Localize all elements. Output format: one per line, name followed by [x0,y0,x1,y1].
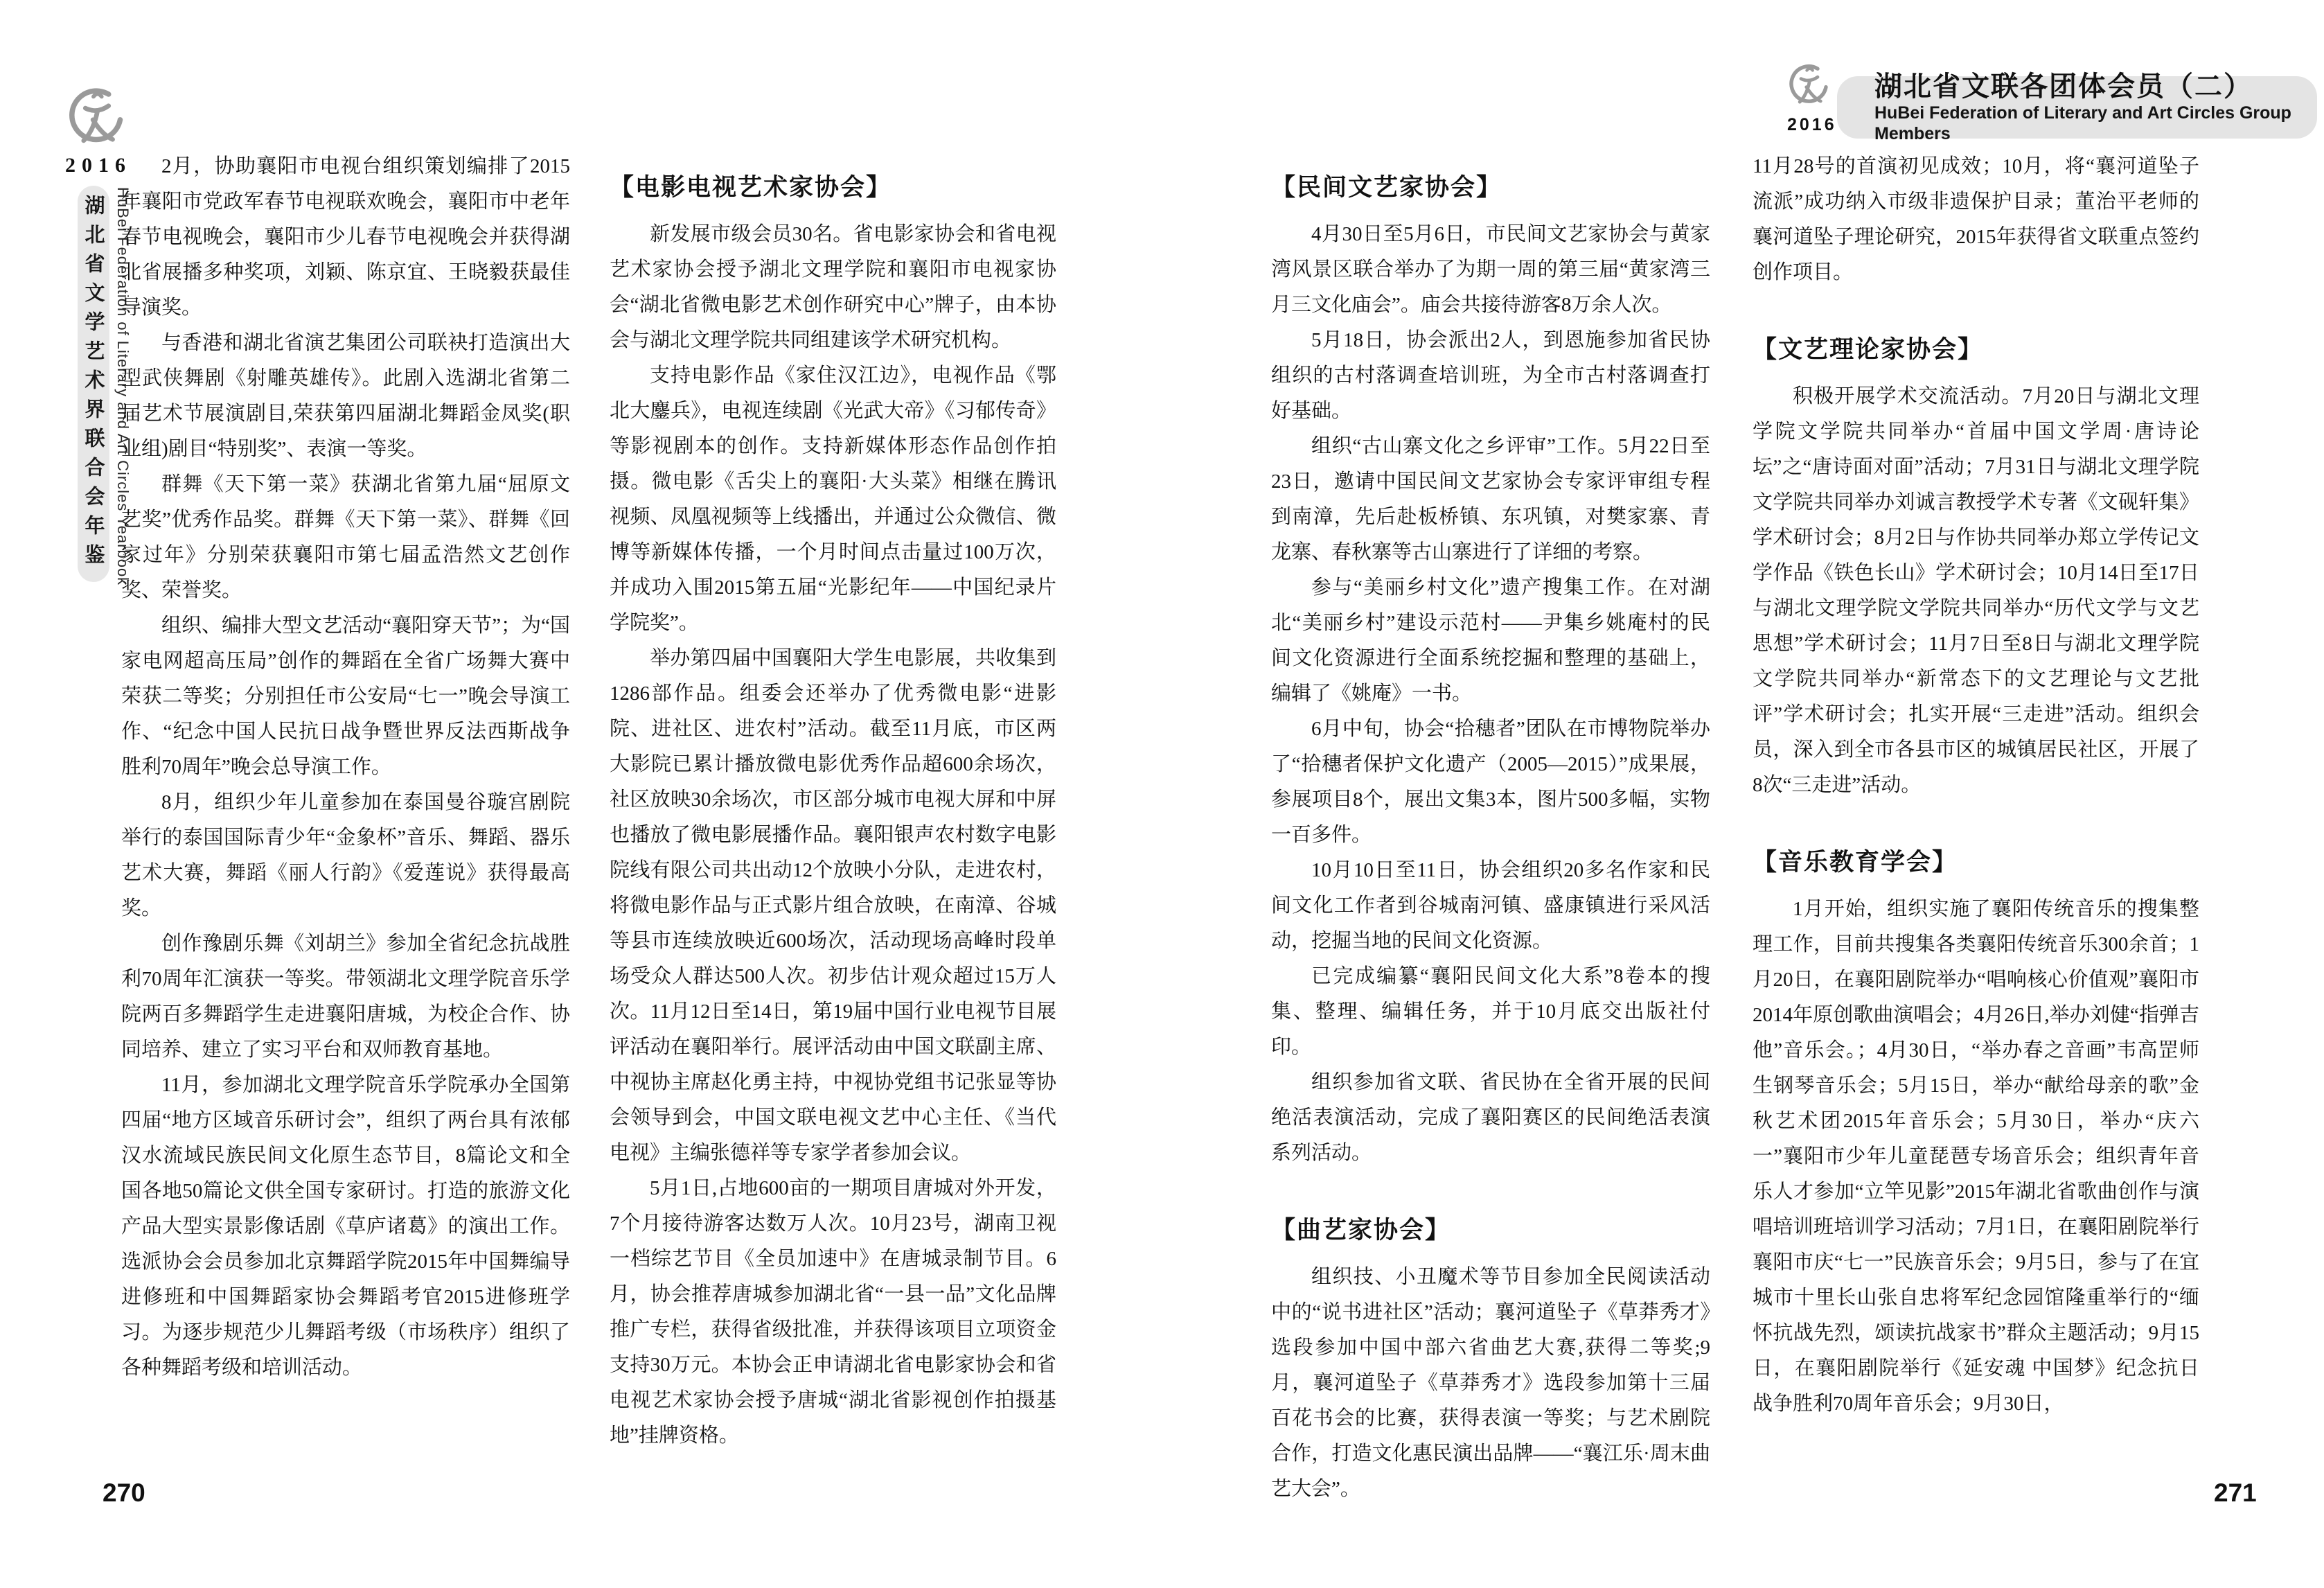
section-heading-film-tv-artists: 【电影电视艺术家协会】 [610,174,892,201]
chapter-title: 湖北省文联各团体会员（二） [1874,71,2253,102]
paragraph: 10月10日至11日，协会组织20多名作家和民间文化工作者到谷城南河镇、盛康镇进行采风活动，挖掘当地的民间文化资源。 [1271,859,1710,952]
paragraph: 5月1日,占地600亩的一期项目唐城对外开发，7个月接待游客达数万人次。10月23号，湖南卫视一档综艺节目《全员加速中》在唐城录制节目。6月，协会推荐唐城参加湖北省“一县一品”文化品牌推广专栏，获得省级批准，并获得该项目立项资金支持30万元。本协会正申请湖北省电影家协会和省电视艺术家协会授予唐城“湖北省影视创作拍摄基地”挂牌资格。 [610,1177,1056,1447]
chapter-header [1837,71,2317,143]
right-page-column-2 [1753,149,2199,1422]
section-heading-folk-artists: 【民间文艺家协会】 [1271,174,1502,201]
section-heading-quyi-artists: 【曲艺家协会】 [1271,1217,1451,1244]
paragraph: 与香港和湖北省演艺集团公司联袂打造演出大型武侠舞剧《射雕英雄传》。此剧入选湖北省第二届艺术节展演剧目,荣获第四届湖北舞蹈金凤奖(职业组)剧目“特别奖”、表演一等奖。 [121,332,570,460]
paragraph: 已完成编纂“襄阳民间文化大系”8卷本的搜集、整理、编辑任务，并于10月底交出版社付印。 [1271,965,1710,1058]
paragraph: 6月中旬，协会“拾穗者”团队在市博物院举办了“拾穗者保护文化遗产（2005—2015）”成果展，参展项目8个，展出文集3本，图片500多幅，实物一百多件。 [1271,718,1710,846]
paragraph: 群舞《天下第一菜》获湖北省第九届“屈原文艺奖”优秀作品奖。群舞《天下第一菜》、群舞《回家过年》分别荣获襄阳市第七届孟浩然文艺创作奖、荣誉奖。 [121,473,570,601]
paragraph: 参与“美丽乡村文化”遗产搜集工作。在对湖北“美丽乡村”建设示范村——尹集乡姚庵村的民间文化资源进行全面系统挖掘和整理的基础上，编辑了《姚庵》一书。 [1271,576,1710,705]
left-page-column-2 [610,149,1056,1454]
paragraph-continuation: 11月28号的首演初见成效；10月，将“襄河道坠子流派”成功纳入市级非遗保护目录；董治平老师的襄河道坠子理论研究，2015年获得省文联重点签约创作项目。 [1753,155,2199,283]
federation-logo-icon [1789,64,1830,109]
sidebar-vertical-title-text: 湖北省文学艺术界联合会年鉴 [82,195,105,573]
paragraph: 组织、编排大型文艺活动“襄阳穿天节”；为“国家电网超高压局”创作的舞蹈在全省广场舞大赛中荣获二等奖；分别担任市公安局“七一”晚会导演工作、“纪念中国人民抗日战争暨世界反法西斯战争胜利70周年”晚会总导演工作。 [121,615,570,778]
federation-logo-icon [68,87,126,151]
sidebar-vertical-title-english: HuBei Federation of Literary and Art Circles Yearbook [114,187,132,586]
page-number-right: 271 [2214,1479,2257,1507]
section-heading-music-education: 【音乐教育学会】 [1753,849,1958,876]
paragraph: 组织“古山寨文化之乡评审”工作。5月22日至23日，邀请中国民间文艺家协会专家评审组专程到南漳，先后赴板桥镇、东巩镇，对樊家寨、青龙寨、春秋寨等古山寨进行了详细的考察。 [1271,435,1710,563]
right-page-column-1 [1271,149,1710,1507]
paragraph: 举办第四届中国襄阳大学生电影展，共收集到1286部作品。组委会还举办了优秀微电影“进影院、进社区、进农村”活动。截至11月底，市区两大影院已累计播放微电影优秀作品超600余场次，社区放映30余场次，市区部分城市电视大屏和中屏也播放了微电影展播作品。襄阳银声农村数字电影院线有限公司共出动12个放映小分队，走进农村，将微电影作品与正式影片组合放映，在南漳、谷城等县市连续放映近600场次，活动现场高峰时段单场受众人群达500人次。初步估计观众超过15万人次。11月12日至14日，第19届中国行业电视节目展评活动在襄阳举行。展评活动由中国文联副主席、中视协主席赵化勇主持，中视协党组书记张显等协会领导到会，中国文联电视文艺中心主任、《当代电视》主编张德祥等专家学者参加会议。 [610,647,1056,1164]
paragraph: 组织参加省文联、省民协在全省开展的民间绝活表演活动，完成了襄阳赛区的民间绝活表演系列活动。 [1271,1071,1710,1164]
paragraph: 组织技、小丑魔术等节目参加全民阅读活动中的“说书进社区”活动；襄河道坠子《草莽秀才》选段参加中国中部六省曲艺大赛,获得二等奖;9月，襄河道坠子《草莽秀才》选段参加第十三届百花书会的比赛，获得表演一等奖；与艺术剧院合作，打造文化惠民演出品牌——“襄江乐·周末曲艺大会”。 [1271,1266,1710,1500]
sidebar-vertical-title [78,186,109,582]
paragraph: 支持电影作品《家住汉江边》，电视作品《鄂北大鏖兵》，电视连续剧《光武大帝》《习郁传奇》等影视剧本的创作。支持新媒体形态作品创作拍摄。微电影《舌尖上的襄阳·大头菜》相继在腾讯视频、凤凰视频等上线播出，并通过公众微信、微博等新媒体传播，一个月时间点击量过100万次，并成功入围2015第五届“光影纪年——中国纪录片学院奖”。 [610,364,1056,634]
sidebar-year-badge: 2016 [65,154,132,177]
section-heading-literary-theorists: 【文艺理论家协会】 [1753,336,1984,363]
paragraph: 新发展市级会员30名。省电影家协会和省电视艺术家协会授予湖北文理学院和襄阳市电视家协会“湖北省微电影艺术创作研究中心”牌子，由本协会与湖北文理学院共同组建该学术研究机构。 [610,223,1056,351]
paragraph: 积极开展学术交流活动。7月20日与湖北文理学院文学院共同举办“首届中国文学周·唐诗论坛”之“唐诗面对面”活动；7月31日与湖北文理学院文学院共同举办刘诚言教授学术专著《文砚轩集》学术研讨会；8月2日与作协共同举办郑立学传记文学作品《铁色长山》学术研讨会；10月14日至17日与湖北文理学院文学院共同举办“历代文学与文艺思想”学术研讨会；11月7日至8日与湖北文理学院文学院共同举办“新常态下的文艺理论与文艺批评”学术研讨会；扎实开展“三走进”活动。组织会员，深入到全市各县市区的城镇居民社区，开展了8次“三走进”活动。 [1753,385,2199,796]
chapter-title-english: HuBei Federation of Literary and Art Circles Group Members [1874,103,2291,143]
paragraph: 5月18日，协会派出2人，到恩施参加省民协组织的古村落调查培训班，为全市古村落调查打好基础。 [1271,329,1710,422]
page-number-left: 270 [103,1479,145,1507]
header-year-badge: 2016 [1787,115,1837,134]
paragraph: 2月，协助襄阳市电视台组织策划编排了2015年襄阳市党政军春节电视联欢晚会，襄阳市中老年春节电视晚会，襄阳市少儿春节电视晚会并获得湖北省展播多种奖项，刘颖、陈京宜、王晓毅获最佳导演奖。 [121,155,570,319]
left-page-column-1 [121,149,570,1386]
paragraph: 4月30日至5月6日，市民间文艺家协会与黄家湾风景区联合举办了为期一周的第三届“黄家湾三月三文化庙会”。庙会共接待游客8万余人次。 [1271,223,1710,316]
paragraph: 1月开始，组织实施了襄阳传统音乐的搜集整理工作，目前共搜集各类襄阳传统音乐300余首；1月20日，在襄阳剧院举办“唱响核心价值观”襄阳市2014年原创歌曲演唱会；4月26日,举办刘健“指弹吉他”音乐会。；4月30日，“举办春之音画”韦高罡师生钢琴音乐会；5月15日，举办“献给母亲的歌”金秋艺术团2015年音乐会；5月30日，举办“庆六一”襄阳市少年儿童琵琶专场音乐会；组织青年音乐人才参加“立竿见影”2015年湖北省歌曲创作与演唱培训班培训学习活动；7月1日，在襄阳剧院举行襄阳市庆“七一”民族音乐会；9月5日，参与了在宜城市十里长山张自忠将军纪念园馆隆重举行的“缅怀抗战先烈，颂读抗战家书”群众主题活动；9月15日，在襄阳剧院举行《延安魂 中国梦》纪念抗日战争胜利70周年音乐会；9月30日， [1753,898,2199,1415]
paragraph: 创作豫剧乐舞《刘胡兰》参加全省纪念抗战胜利70周年汇演获一等奖。带领湖北文理学院音乐学院两百多舞蹈学生走进襄阳唐城，为校企合作、协同培养、建立了实习平台和双师教育基地。 [121,933,570,1061]
paragraph: 11月，参加湖北文理学院音乐学院承办全国第四届“地方区域音乐研讨会”，组织了两台具有浓郁汉水流域民族民间文化原生态节目，8篇论文和全国各地50篇论文供全国专家研讨。打造的旅游文化产品大型实景影像话剧《草庐诸葛》的演出工作。选派协会会员参加北京舞蹈学院2015年中国舞编导进修班和中国舞蹈家协会舞蹈考官2015进修班学习。为逐步规范少儿舞蹈考级（市场秩序）组织了各种舞蹈考级和培训活动。 [121,1074,570,1379]
paragraph: 8月，组织少年儿童参加在泰国曼谷璇宫剧院举行的泰国国际青少年“金象杯”音乐、舞蹈、器乐艺术大赛，舞蹈《丽人行韵》《爱莲说》获得最高奖。 [121,791,570,919]
